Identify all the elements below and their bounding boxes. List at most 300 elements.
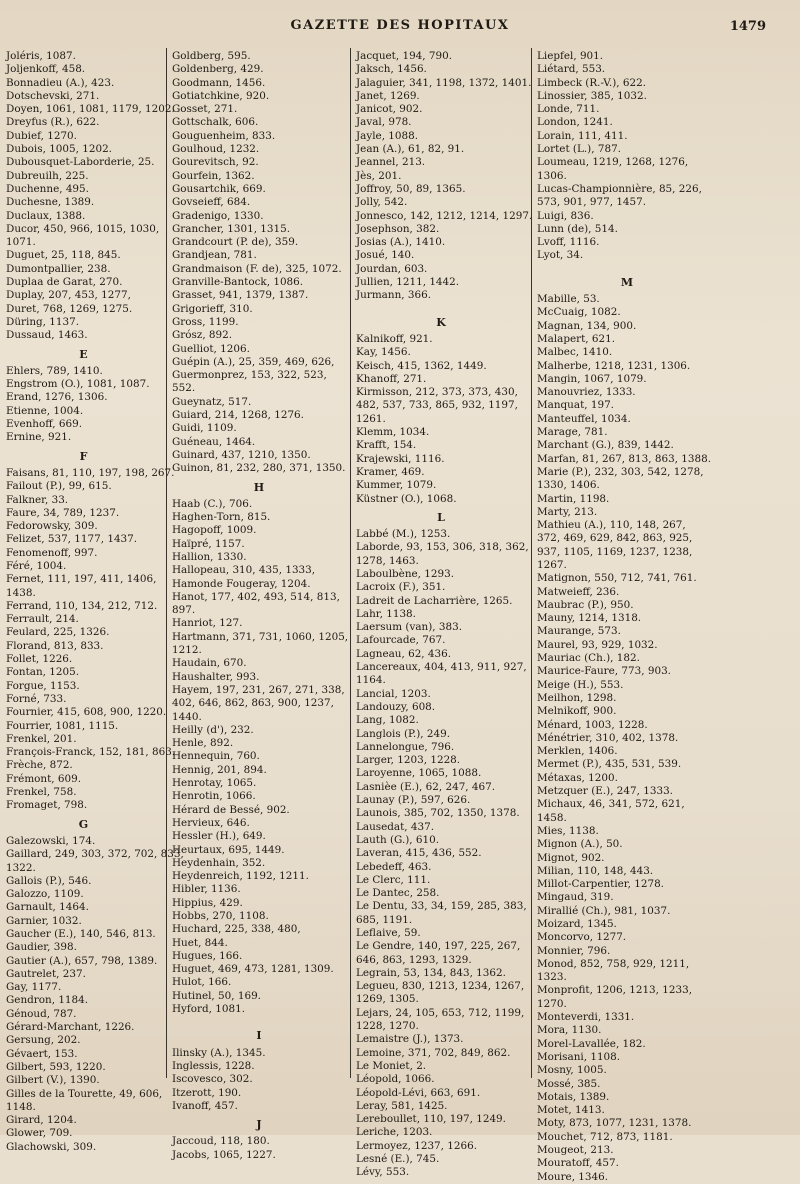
index-entry: Liepfel, 901. (537, 50, 604, 62)
index-entry: Grigorieff, 310. (172, 302, 253, 315)
index-entry: Gradenigo, 1330. (172, 209, 264, 222)
index-entry: Mies, 1138. (537, 824, 599, 837)
index-entry: Meige (H.), 553. (537, 678, 624, 691)
index-entry: 1458. (537, 811, 567, 824)
index-entry: Felizet, 537, 1177, 1437. (6, 533, 138, 546)
index-entry: Moure, 1346. (537, 1170, 609, 1183)
index-entry: Hamonde Fougeray, 1204. (172, 577, 311, 590)
index-entry: Morisani, 1108. (537, 1050, 621, 1063)
index-entry: Khanoff, 271. (356, 372, 427, 385)
index-entry: Failout (P.), 99, 615. (6, 480, 112, 493)
index-entry: 1330, 1406. (537, 479, 600, 492)
section-letter: E (79, 347, 88, 361)
index-entry: Henle, 892. (172, 737, 234, 750)
index-entry: Evenhoff, 669. (6, 418, 82, 431)
index-entry: Hennig, 201, 894. (172, 763, 267, 776)
index-entry: Manteuffel, 1034. (537, 412, 631, 425)
index-entry: Marie (P.), 232, 303, 542, 1278, (537, 465, 704, 478)
index-entry: Josias (A.), 1410. (356, 236, 446, 249)
journal-title: GAZETTE DES HOPITAUX (290, 18, 510, 33)
index-entry: Maurange, 573. (537, 625, 621, 638)
index-entry: Langlois (P.), 249. (356, 727, 451, 740)
index-entry: Gosset, 271. (172, 103, 238, 116)
index-entry: Gaucher (E.), 140, 546, 813. (6, 928, 156, 940)
index-entry: Grandmaison (F. de), 325, 1072. (172, 262, 342, 275)
index-entry: Marage, 781. (537, 426, 608, 439)
index-entry: Duplaa de Garat, 270. (6, 276, 123, 289)
index-entry: Dreyfus (R.), 622. (6, 116, 100, 129)
index-entry: Lorain, 111, 411. (537, 129, 628, 142)
index-entry: Mangin, 1067, 1079. (537, 372, 647, 385)
index-entry: Mignon (A.), 50. (537, 838, 623, 851)
index-entry: Le Dentu, 33, 34, 159, 285, 383, (356, 900, 527, 913)
index-entry: Marchant (G.), 839, 1442. (537, 439, 674, 452)
index-entry: Hibler, 1136. (172, 883, 241, 896)
section-letter: G (78, 817, 89, 831)
index-entry: Krajewski, 1116. (356, 452, 445, 465)
index-entry: Haab (C.), 706. (172, 497, 253, 510)
index-entry: Legrain, 53, 134, 843, 1362. (356, 966, 506, 979)
index-entry: Jès, 201. (356, 169, 402, 182)
index-entry: Bonnadieu (A.), 423. (6, 76, 115, 89)
index-entry: Le Gendre, 140, 197, 225, 267, (356, 940, 521, 953)
index-entry: Fournier, 415, 608, 900, 1220. (6, 706, 167, 719)
index-entry: Duclaux, 1388. (6, 209, 86, 222)
index-entry: Fromaget, 798. (6, 799, 88, 812)
index-entry: Mingaud, 319. (537, 891, 614, 904)
index-entry: Gaudier, 398. (6, 941, 77, 954)
index-entry: Forné, 733. (6, 692, 67, 705)
index-entry: Heurtaux, 695, 1449. (172, 843, 285, 856)
index-entry: Monteverdi, 1331. (537, 1011, 635, 1024)
index-entry: 1278, 1463. (356, 554, 419, 567)
index-entry: Gourevitsch, 92. (172, 156, 259, 169)
index-entry: Faure, 34, 789, 1237. (6, 506, 120, 519)
index-entry: Gersung, 202. (6, 1034, 81, 1047)
index-entry: Ducor, 450, 966, 1015, 1030, (6, 222, 160, 235)
index-entry: Hippius, 429. (172, 896, 243, 909)
section-letter: J (256, 1118, 262, 1132)
index-entry: Limbeck (R.-V.), 622. (537, 76, 647, 89)
index-column-4 (537, 50, 717, 1183)
index-entry: Guiard, 214, 1268, 1276. (172, 409, 304, 422)
index-entry: Engstrom (O.), 1081, 1087. (6, 378, 150, 391)
index-entry: Gourfein, 1362. (172, 169, 255, 182)
index-entry: Laroyenne, 1065, 1088. (356, 767, 482, 780)
index-entry: Gévaert, 153. (6, 1047, 78, 1060)
index-entry: Granville-Bantock, 1086. (172, 276, 304, 289)
index-entry: Hayem, 197, 231, 267, 271, 338, (172, 683, 345, 696)
spacer (537, 263, 717, 271)
index-columns (0, 50, 800, 1183)
index-entry: Jacquet, 194, 790. (356, 50, 453, 62)
index-entry: Mermet (P.), 435, 531, 539. (537, 758, 682, 771)
index-entry: Mauny, 1214, 1318. (537, 612, 642, 625)
index-entry: Kay, 1456. (356, 346, 411, 359)
index-entry: Dubief, 1270. (6, 129, 77, 142)
index-entry: Galezowski, 174. (6, 834, 96, 847)
index-entry: 1322. (6, 861, 36, 874)
index-entry: Michaux, 46, 341, 572, 621, (537, 798, 685, 811)
index-entry: 573, 901, 977, 1457. (537, 196, 647, 209)
index-entry: 1323. (537, 971, 567, 984)
index-column-2 (172, 50, 349, 1161)
index-entry: Matweieff, 236. (537, 585, 620, 598)
index-entry: Monnier, 796. (537, 944, 611, 957)
index-entry: Govseieff, 684. (172, 196, 251, 209)
index-entry: Galozzo, 1109. (6, 888, 84, 901)
index-entry: Melnikoff, 900. (537, 705, 617, 718)
index-entry: Hagopoff, 1009. (172, 524, 257, 537)
index-entry: Heydenhain, 352. (172, 856, 266, 869)
index-entry: Hessler (H.), 649. (172, 830, 266, 843)
page-header (0, 14, 800, 40)
index-entry: Guéneau, 1464. (172, 435, 256, 448)
index-entry: Ménétrier, 310, 402, 1378. (537, 731, 679, 744)
index-entry: Gaillard, 249, 303, 372, 702, 833, (6, 848, 184, 861)
index-entry: Javal, 978. (356, 116, 412, 129)
index-entry: Huet, 844. (172, 936, 228, 949)
index-entry: Lejars, 24, 105, 653, 712, 1199, (356, 1006, 525, 1019)
index-entry: Falkner, 33. (6, 493, 69, 506)
index-entry: Düring, 1137. (6, 315, 80, 328)
index-entry: 1071. (6, 236, 36, 249)
index-entry: Jayle, 1088. (356, 129, 419, 142)
index-entry: Martin, 1198. (537, 492, 610, 505)
page-number: 1479 (729, 19, 766, 34)
index-entry: 1438. (6, 586, 36, 599)
index-entry: Lasnièe (E.), 62, 247, 467. (356, 780, 496, 793)
index-entry: Lvoff, 1116. (537, 236, 600, 249)
index-entry: Landouzy, 608. (356, 700, 436, 713)
index-entry: Hyford, 1081. (172, 1003, 246, 1016)
index-entry: Ménard, 1003, 1228. (537, 718, 648, 731)
section-letter: H (253, 480, 265, 494)
index-entry: Gotiatchkine, 920. (172, 89, 270, 102)
index-entry: Josephson, 382. (356, 222, 440, 235)
index-entry: Guermonprez, 153, 322, 523, (172, 369, 327, 382)
index-entry: Doyen, 1061, 1081, 1179, 1202. (6, 103, 175, 116)
index-entry: Fernet, 111, 197, 411, 1406, (6, 573, 157, 586)
index-entry: Mauriac (Ch.), 182. (537, 652, 640, 665)
index-entry: Ernine, 921. (6, 431, 72, 444)
index-entry: 1228, 1270. (356, 1020, 419, 1033)
index-entry: Marfan, 81, 267, 813, 863, 1388. (537, 452, 712, 465)
index-entry: 937, 1105, 1169, 1237, 1238, (537, 545, 693, 558)
index-entry: Liétard, 553. (537, 63, 606, 76)
index-entry: Maurice-Faure, 773, 903. (537, 665, 671, 678)
index-entry: Gueynatz, 517. (172, 395, 252, 408)
index-entry: Léopold-Lévi, 663, 691. (356, 1086, 481, 1099)
index-entry: Gilbert, 593, 1220. (6, 1060, 106, 1073)
index-entry: Mosny, 1005. (537, 1064, 607, 1077)
section-letter: L (437, 510, 445, 524)
index-entry: Marty, 213. (537, 505, 598, 518)
index-entry: Gilbert (V.), 1390. (6, 1074, 100, 1087)
index-entry: Féré, 1004. (6, 559, 67, 572)
index-entry: Heilly (d'), 232. (172, 723, 254, 736)
index-entry: Lauth (G.), 610. (356, 833, 440, 846)
index-entry: Dumontpallier, 238. (6, 262, 111, 275)
index-entry: Goldberg, 595. (172, 50, 251, 62)
index-entry: Duret, 768, 1269, 1275. (6, 302, 133, 315)
index-entry: Motet, 1413. (537, 1104, 605, 1117)
index-entry: Jullien, 1211, 1442. (356, 276, 460, 289)
index-entry: Ivanoff, 457. (172, 1099, 238, 1112)
index-entry: Morel-Lavallée, 182. (537, 1037, 646, 1050)
index-entry: Kummer, 1079. (356, 479, 437, 492)
index-entry: 482, 537, 733, 865, 932, 1197, (356, 399, 518, 412)
index-entry: Haïpré, 1157. (172, 537, 245, 550)
index-entry: Lang, 1082. (356, 714, 419, 727)
index-entry: Métaxas, 1200. (537, 771, 618, 784)
index-entry: Krafft, 154. (356, 439, 417, 452)
index-entry: Leriche, 1203. (356, 1126, 433, 1139)
index-entry: Matignon, 550, 712, 741, 761. (537, 572, 697, 585)
index-entry: Mora, 1130. (537, 1024, 602, 1037)
index-entry: Iscovesco, 302. (172, 1073, 253, 1086)
index-entry: Fenomenoff, 997. (6, 546, 98, 559)
index-entry: McCuaig, 1082. (537, 306, 621, 319)
index-entry: Merklen, 1406. (537, 745, 618, 758)
index-entry: Haghen-Torn, 815. (172, 511, 271, 524)
index-entry: Ferrault, 214. (6, 613, 79, 626)
index-entry: Mougeot, 213. (537, 1144, 614, 1157)
index-entry: Kalnikoff, 921. (356, 332, 433, 345)
index-entry: Hutinel, 50, 169. (172, 989, 261, 1002)
index-entry: Duplay, 207, 453, 1277, (6, 289, 131, 302)
index-entry: Lyot, 34. (537, 249, 584, 262)
spacer (172, 1016, 346, 1024)
index-entry: Goldenberg, 429. (172, 63, 264, 76)
index-entry: Huchard, 225, 338, 480, (172, 923, 301, 936)
index-entry: Mossé, 385. (537, 1077, 601, 1090)
index-entry: Frenkel, 201. (6, 732, 77, 745)
index-entry: Larger, 1203, 1228. (356, 754, 461, 767)
index-entry: 1269, 1305. (356, 993, 419, 1006)
index-entry: Leflaive, 59. (356, 927, 421, 939)
index-entry: Frémont, 609. (6, 772, 82, 785)
index-entry: Dubreuilh, 225. (6, 169, 89, 182)
index-entry: Grósz, 892. (172, 329, 233, 342)
section-letter: F (79, 449, 88, 463)
section-letter: M (620, 275, 634, 289)
index-entry: Florand, 813, 833. (6, 639, 104, 652)
index-entry: Gendron, 1184. (6, 994, 89, 1007)
index-entry: Manquat, 197. (537, 399, 614, 412)
index-entry: Lahr, 1138. (356, 607, 416, 620)
index-entry: Malbec, 1410. (537, 346, 613, 359)
index-entry: Fontan, 1205. (6, 666, 80, 679)
index-entry: Lemaistre (J.), 1373. (356, 1033, 464, 1046)
index-entry: Kramer, 469. (356, 465, 425, 478)
index-entry: Keisch, 415, 1362, 1449. (356, 359, 487, 372)
index-entry: Moncorvo, 1277. (537, 931, 627, 944)
index-entry: Jaksch, 1456. (356, 63, 427, 76)
index-entry: Gallois (P.), 546. (6, 874, 92, 887)
index-entry: Josué, 140. (356, 249, 415, 262)
index-entry: Mouchet, 712, 873, 1181. (537, 1130, 673, 1143)
index-entry: Hallopeau, 310, 435, 1333, (172, 564, 316, 577)
index-entry: 552. (172, 382, 196, 395)
index-entry: Klemm, 1034. (356, 426, 430, 439)
index-entry: Laveran, 415, 436, 552. (356, 847, 482, 860)
index-entry: Londe, 711. (537, 103, 600, 116)
index-entry: Lebedeff, 463. (356, 860, 432, 873)
index-entry: Garnier, 1032. (6, 914, 82, 927)
index-entry: Dussaud, 1463. (6, 329, 88, 342)
index-entry: Hanot, 177, 402, 493, 514, 813, (172, 590, 340, 603)
index-entry: Glower, 709. (6, 1127, 73, 1140)
index-entry: Milian, 110, 148, 443. (537, 864, 654, 877)
index-entry: Loumeau, 1219, 1268, 1276, (537, 156, 689, 169)
index-entry: Inglessis, 1228. (172, 1059, 255, 1072)
index-entry: 646, 863, 1293, 1329. (356, 953, 472, 966)
index-entry: 1440. (172, 710, 202, 723)
index-entry: Luigi, 836. (537, 209, 594, 222)
index-entry: 1212. (172, 644, 202, 657)
index-entry: Léopold, 1066. (356, 1073, 435, 1086)
index-entry: 402, 646, 862, 863, 900, 1237, (172, 697, 334, 710)
index-entry: Jaccoud, 118, 180. (172, 1135, 270, 1148)
index-entry: Fedorowsky, 309. (6, 520, 98, 533)
index-entry: Ehlers, 789, 1410. (6, 364, 103, 377)
index-entry: Etienne, 1004. (6, 404, 84, 417)
spacer (356, 303, 526, 311)
index-entry: Dubousquet-Laborderie, 25. (6, 156, 155, 169)
index-entry: Le Clerc, 111. (356, 873, 431, 886)
index-entry: Monod, 852, 758, 929, 1211, (537, 957, 690, 970)
index-entry: Mouratoff, 457. (537, 1157, 619, 1170)
index-entry: Le Moniet, 2. (356, 1059, 427, 1072)
index-entry: Gousartchik, 669. (172, 182, 266, 195)
index-entry: Heydenreich, 1192, 1211. (172, 870, 309, 883)
index-entry: Guépin (A.), 25, 359, 469, 626, (172, 355, 335, 368)
index-entry: Monprofit, 1206, 1213, 1233, (537, 984, 693, 997)
index-entry: Mathieu (A.), 110, 148, 267, (537, 519, 686, 532)
index-entry: Feulard, 225, 1326. (6, 626, 110, 639)
index-entry: Leray, 581, 1425. (356, 1099, 448, 1112)
index-entry: Gérard-Marchant, 1226. (6, 1021, 135, 1034)
index-entry: Mabille, 53. (537, 293, 600, 306)
index-entry: Glachowski, 309. (6, 1140, 97, 1153)
index-entry: Lortet (L.), 787. (537, 143, 621, 156)
index-entry: Hérard de Bessé, 902. (172, 803, 290, 816)
index-entry: Ladreit de Lacharrière, 1265. (356, 594, 513, 607)
index-entry: 1306. (537, 169, 567, 182)
index-entry: 897. (172, 604, 196, 617)
index-entry: Gottschalk, 606. (172, 116, 259, 129)
index-entry: Laborde, 93, 153, 306, 318, 362, (356, 541, 529, 554)
index-column-3 (356, 50, 533, 1179)
index-entry: Faisans, 81, 110, 197, 198, 267. (6, 466, 175, 479)
index-entry: Jourdan, 603. (356, 262, 428, 275)
index-entry: Gay, 1177. (6, 981, 62, 994)
index-entry: Küstner (O.), 1068. (356, 492, 457, 505)
index-entry: Grandcourt (P. de), 359. (172, 236, 299, 249)
index-entry: Janet, 1269. (356, 89, 420, 102)
index-entry: Lacroix (F.), 351. (356, 581, 446, 594)
index-entry: Gautrelet, 237. (6, 967, 86, 980)
index-entry: Le Dantec, 258. (356, 887, 440, 900)
index-entry: Mirallié (Ch.), 981, 1037. (537, 904, 671, 917)
index-entry: Millot-Carpentier, 1278. (537, 878, 664, 891)
index-entry: 372, 469, 629, 842, 863, 925, (537, 532, 693, 545)
index-entry: Labbé (M.), 1253. (356, 528, 451, 541)
index-entry: Goulhoud, 1232. (172, 143, 260, 156)
index-entry: Itzerott, 190. (172, 1086, 242, 1099)
index-entry: Huguet, 469, 473, 1281, 1309. (172, 963, 334, 976)
index-entry: Joffroy, 50, 89, 1365. (356, 182, 466, 195)
index-entry: Launay (P.), 597, 626. (356, 794, 471, 807)
index-entry: 1164. (356, 674, 386, 687)
index-entry: Lagneau, 62, 436. (356, 647, 452, 660)
index-entry: Jeannel, 213. (356, 156, 426, 169)
index-entry: 1261. (356, 412, 386, 425)
index-entry: Lesné (E.), 745. (356, 1153, 440, 1166)
index-entry: Girard, 1204. (6, 1114, 77, 1127)
index-entry: Gilles de la Tourette, 49, 606, (6, 1087, 163, 1100)
index-entry: Manouvriez, 1333. (537, 386, 636, 399)
index-entry: Jacobs, 1065, 1227. (172, 1148, 276, 1161)
index-entry: Fourrier, 1081, 1115. (6, 719, 119, 732)
index-entry: Hennequin, 760. (172, 750, 260, 763)
index-entry: Henrotin, 1066. (172, 790, 256, 803)
index-entry: Moizard, 1345. (537, 918, 617, 930)
index-entry: Erand, 1276, 1306. (6, 391, 108, 404)
index-entry: Lucas-Championnière, 85, 226, (537, 182, 702, 195)
index-entry: Jean (A.), 61, 82, 91. (356, 143, 465, 156)
index-entry: Haudain, 670. (172, 657, 247, 670)
index-entry: Hervieux, 646. (172, 816, 250, 829)
index-entry: Maubrac (P.), 950. (537, 598, 634, 611)
index-entry: Gautier (A.), 657, 798, 1389. (6, 954, 158, 967)
index-entry: Guinard, 437, 1210, 1350. (172, 448, 311, 461)
index-entry: Legueu, 830, 1213, 1234, 1267, (356, 980, 525, 993)
index-entry: Hallion, 1330. (172, 550, 247, 563)
index-entry: Laersum (van), 383. (356, 621, 462, 634)
index-entry: Goodmann, 1456. (172, 76, 266, 89)
index-entry: Mignot, 902. (537, 851, 605, 864)
index-entry: Lausedat, 437. (356, 820, 435, 833)
index-entry: Grasset, 941, 1379, 1387. (172, 289, 309, 302)
index-entry: Lemoine, 371, 702, 849, 862. (356, 1046, 511, 1059)
index-entry: François-Franck, 152, 181, 863. (6, 746, 176, 759)
index-entry: Hulot, 166. (172, 976, 232, 989)
index-entry: London, 1241. (537, 116, 613, 129)
index-entry: Grancher, 1301, 1315. (172, 222, 291, 235)
index-entry: Gross, 1199. (172, 315, 239, 328)
index-entry: Duguet, 25, 118, 845. (6, 249, 121, 262)
index-entry: Metzquer (E.), 247, 1333. (537, 785, 673, 798)
index-entry: Launois, 385, 702, 1350, 1378. (356, 807, 520, 820)
index-entry: Frèche, 872. (6, 759, 73, 772)
index-entry: Magnan, 134, 900. (537, 319, 637, 332)
index-entry: Jalaguier, 341, 1198, 1372, 1401. (356, 76, 532, 89)
index-entry: 685, 1191. (356, 913, 413, 926)
index-entry: Lafourcade, 767. (356, 634, 446, 647)
index-entry: Garnault, 1464. (6, 901, 89, 914)
index-entry: Janicot, 902. (356, 103, 423, 116)
index-entry: Joljenkoff, 458. (6, 63, 86, 76)
index-entry: Forgue, 1153. (6, 679, 80, 692)
index-entry: Guidi, 1109. (172, 422, 237, 435)
index-entry: Hobbs, 270, 1108. (172, 910, 269, 922)
index-entry: Jurmann, 366. (356, 289, 431, 302)
section-letter: I (256, 1029, 262, 1043)
index-entry: Moty, 873, 1077, 1231, 1378. (537, 1117, 692, 1130)
index-entry: Guinon, 81, 232, 280, 371, 1350. (172, 462, 346, 475)
